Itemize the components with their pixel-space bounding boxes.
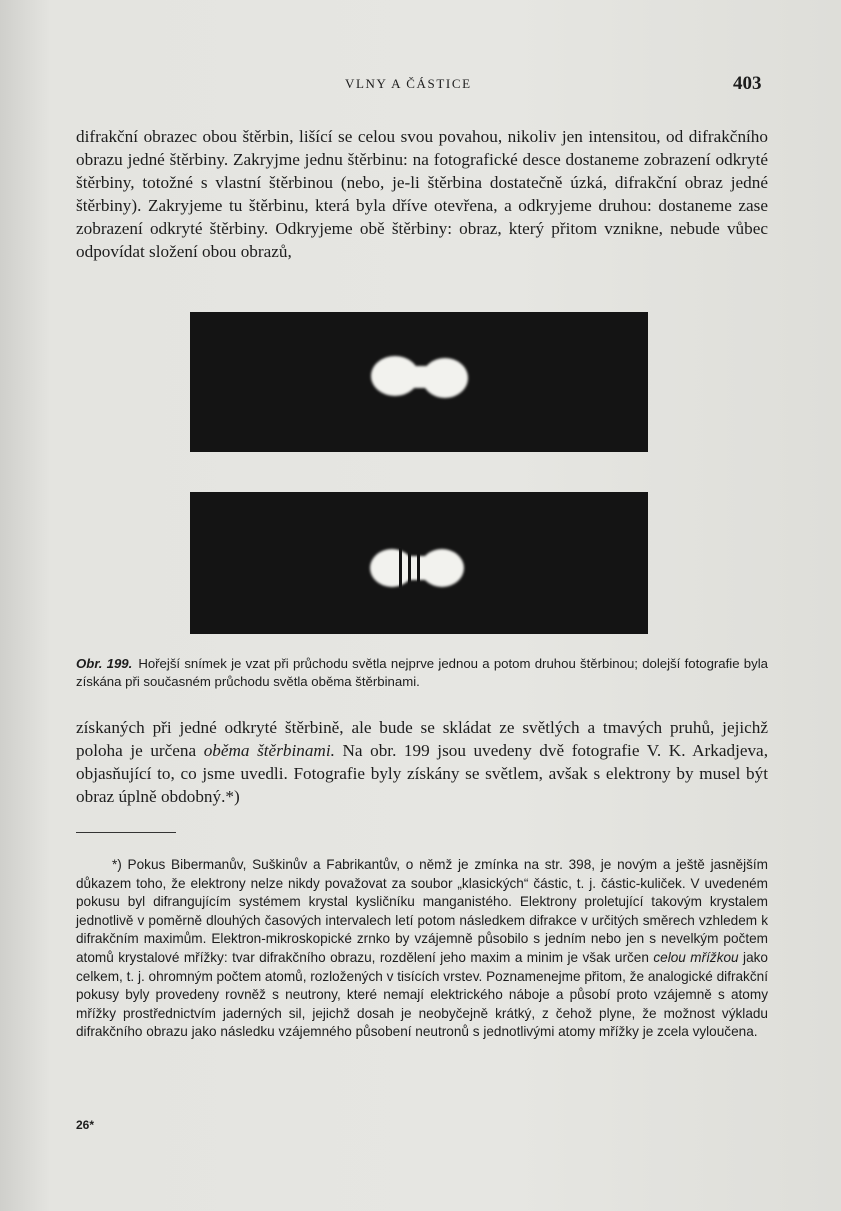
running-header (0, 73, 841, 96)
page-number: 403 (733, 73, 762, 94)
body-paragraph-2 (76, 716, 768, 808)
footnote-emphasis: celou mřížkou (653, 949, 739, 965)
footnote-part-a: *) Pokus Bibermanův, Suškinův a Fabrikantův, o němž je zmínka na str. 398, je novým a ještě jasnějším důkazem toho, že elektrony nelze nikdy považovat za soubor „klasických“ částic, t. j. částic-kuliček. V uvedeném pokusu byl difrangujícím systémem krystal kysličníku manganistého. Elektrony proletující takovým krystalem jednotlivě v poměrně dlouhých časových intervalech letí potom následkem difrakce v určitých směrech vzhledem k difrakčním maximům. Elektron-mikroskopické zrnko by vzájemně působilo s jedním nebo jen s nevelkým počtem atomů krystalové mřížky: tvar difrakčního obrazu, rozdělení jeho maxim a minim je však určen (76, 857, 768, 965)
body-paragraph-2-part-a: získaných při jedné odkryté štěrbině, ale bude se skládat ze světlých a tmavých pruhů, jejichž poloha je určena (76, 718, 768, 760)
body-paragraph-2-emphasis: oběma štěrbinami. (203, 741, 335, 760)
single-slit-image (190, 312, 648, 452)
footnote-part-b: jako celkem, t. j. ohromným počtem atomů, rozložených v tisících vrstev. Poznamenejme přitom, že analogické difrakční pokusy byly provedeny rovněž s neutrony, které nemají elektrického náboje a působí proto vzájemně s atomy mřížky prostřednictvím jaderných sil, jejichž dosah je neobyčejně krátký, z čehož plyne, že možnost výkladu difrakčního obrazu jako následku vzájemného působení neutronů s jednotlivými atomy mřížky je zcela vyloučena. (76, 949, 768, 1040)
footnote-rule (76, 832, 176, 833)
signature-mark: 26* (76, 1118, 95, 1132)
double-slit-image (190, 492, 648, 634)
footnote (76, 856, 768, 1042)
running-title: VLNY A ČÁSTICE (345, 76, 472, 91)
figure-photo-single-slit (190, 312, 648, 452)
body-paragraph-1: difrakční obrazec obou štěrbin, lišící se celou svou povahou, nikoliv jen intensitou, od difrakčního obrazu jedné štěrbiny. Zakryjme jednu štěrbinu: na fotografické desce dostaneme zobrazení odkryté štěrbiny, totožné s vlastní štěrbinou (nebo, je-li štěrbina dostatečně úzká, difrakční obraz jedné štěrbiny). Zakryjeme tu štěrbinu, která byla dříve otevřena, a odkryjeme druhou: dostaneme zase zobrazení odkryté štěrbiny. Odkryjeme obě štěrbiny: obraz, který přitom vznikne, nebude vůbec odpovídat složení obou obrazů, (76, 127, 768, 261)
figure-label: Obr. 199. (76, 656, 133, 671)
figure-caption (76, 655, 768, 691)
figure-caption-text: Hořejší snímek je vzat při průchodu světla nejprve jednou a potom druhou štěrbinou; dolejší fotografie byla získána při současném průchodu světla oběma štěrbinami. (76, 656, 768, 689)
body-paragraph-2-part-b: Na obr. 199 jsou uvedeny dvě fotografie V. K. Arkadjeva, objasňující to, co jsme uvedli. Fotografie byly získány se světlem, avšak s elektrony by musel být obraz úplně obdobný.*) (76, 741, 768, 806)
figure-photo-double-slit (190, 492, 648, 634)
